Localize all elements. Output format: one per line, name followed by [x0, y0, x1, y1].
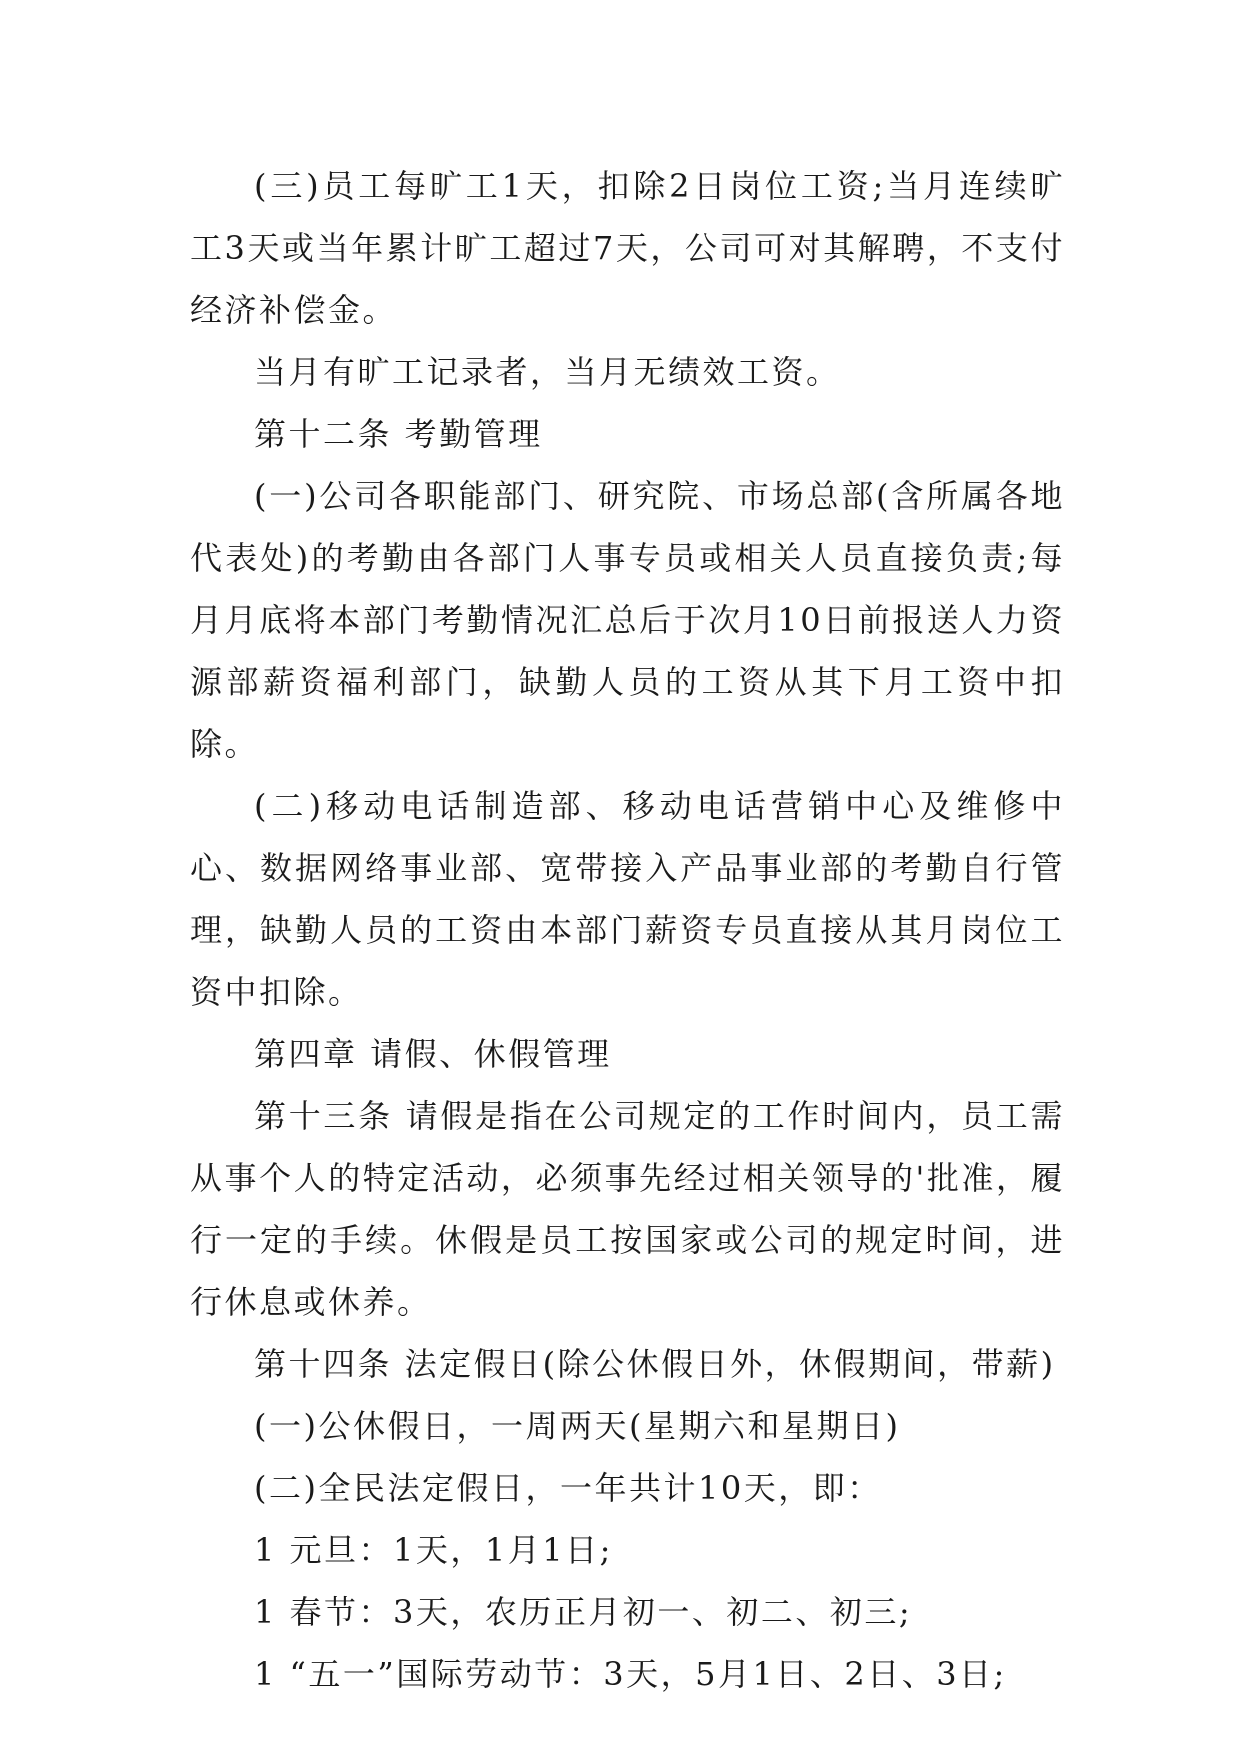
- paragraph-attendance-self-managed: (二)移动电话制造部、移动电话营销中心及维修中心、数据网络事业部、宽带接入产品事业部的考勤自行管理，缺勤人员的工资由本部门薪资专员直接从其月岗位工资中扣除。: [190, 787, 1065, 1011]
- article-12-heading: 第十二条 考勤管理: [254, 415, 543, 453]
- list-item-labor-day: 1 “五一”国际劳动节：3天，5月1日、2日、3日;: [254, 1655, 1007, 1693]
- list-item-new-year: 1 元旦：1天，1月1日;: [254, 1531, 613, 1569]
- list-item-spring-festival: 1 春节：3天，农历正月初一、初二、初三;: [254, 1593, 913, 1631]
- article-13-paragraph: 第十三条 请假是指在公司规定的工作时间内，员工需从事个人的特定活动，必须事先经过相关领导的'批准，履行一定的手续。休假是员工按国家或公司的规定时间，进行休息或休养。: [190, 1097, 1065, 1321]
- document-body: [190, 155, 1065, 1705]
- paragraph-weekly-rest-days: (一)公休假日，一周两天(星期六和星期日): [254, 1407, 901, 1445]
- paragraph-no-performance-pay: 当月有旷工记录者，当月无绩效工资。: [254, 353, 841, 391]
- paragraph-attendance-departments: (一)公司各职能部门、研究院、市场总部(含所属各地代表处)的考勤由各部门人事专员或相关人员直接负责;每月月底将本部门考勤情况汇总后于次月10日前报送人力资源部薪资福利部门，缺勤人员的工资从其下月工资中扣除。: [190, 477, 1065, 763]
- paragraph-statutory-holidays: (二)全民法定假日，一年共计10天，即：: [254, 1469, 882, 1507]
- paragraph-absence-deduction: (三)员工每旷工1天，扣除2日岗位工资;当月连续旷工3天或当年累计旷工超过7天，公司可对其解聘，不支付经济补偿金。: [190, 167, 1065, 329]
- article-14-heading: 第十四条 法定假日(除公休假日外，休假期间，带薪): [254, 1345, 1056, 1383]
- chapter-4-heading: 第四章 请假、休假管理: [254, 1035, 612, 1073]
